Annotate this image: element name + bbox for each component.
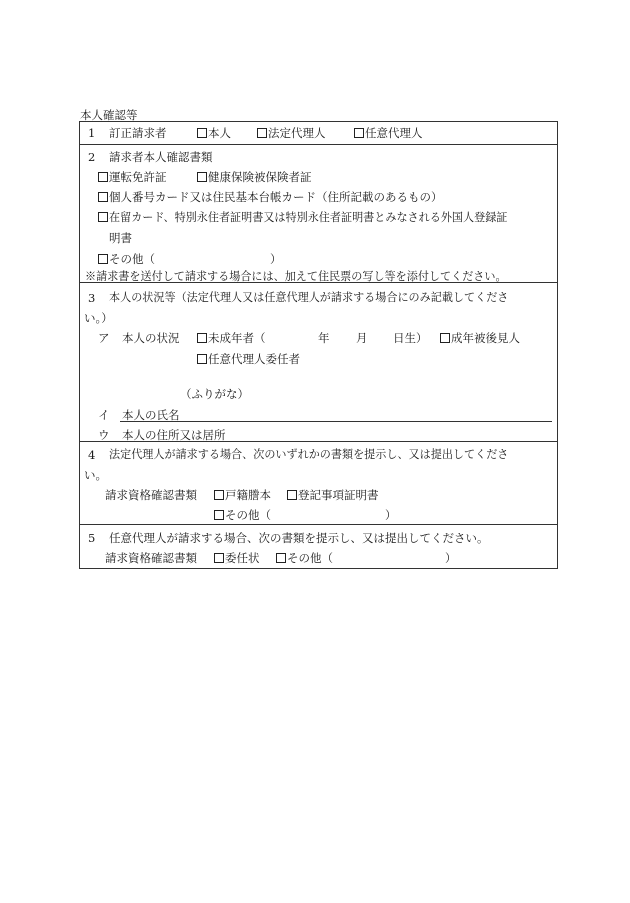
section-number: 1: [88, 126, 96, 140]
option-registration-certificate[interactable]: 登記事項証明書: [287, 488, 379, 502]
checkbox[interactable]: [98, 212, 108, 222]
section-requester: [80, 122, 557, 144]
checkbox[interactable]: [354, 128, 364, 138]
option-other[interactable]: その他（: [214, 508, 271, 522]
section-legal-agent-docs: [80, 441, 557, 524]
section-voluntary-agent-docs: [80, 524, 557, 569]
option-adult-guardian[interactable]: 成年被後見人: [440, 331, 520, 345]
checkbox[interactable]: [440, 333, 450, 343]
checkbox[interactable]: [287, 490, 297, 500]
other-close-paren: ）: [385, 508, 397, 522]
checkbox[interactable]: [98, 254, 108, 264]
option-residence-card[interactable]: 在留カード、特別永住者証明書又は特別永住者証明書とみなされる外国人登録証: [98, 211, 507, 225]
checkbox[interactable]: [214, 510, 224, 520]
option-family-register[interactable]: 戸籍謄本: [214, 488, 271, 502]
voluntary-agent-heading: 任意代理人が請求する場合、次の書類を提示し、又は提出してください。: [109, 531, 489, 545]
option-my-number-card[interactable]: 個人番号カード又は住民基本台帳カード（住所記載のあるもの）: [98, 190, 443, 204]
checkbox[interactable]: [276, 553, 286, 563]
residence-card-continuation: 明書: [109, 231, 132, 245]
other-close-paren: ）: [445, 551, 457, 565]
section-number: 5: [88, 531, 96, 545]
month-label: 月: [356, 331, 368, 345]
section-number: 2: [88, 150, 96, 164]
name-label: 本人の氏名: [122, 408, 180, 422]
option-drivers-license[interactable]: 運転免許証: [98, 170, 167, 184]
option-minor[interactable]: 未成年者（: [197, 331, 266, 345]
checkbox[interactable]: [98, 192, 108, 202]
item-a-marker: ア: [98, 331, 110, 345]
checkbox[interactable]: [197, 333, 207, 343]
mail-note: ※請求書を送付して請求する場合には、加えて住民票の写し等を添付してください。: [85, 270, 507, 283]
furigana-label: （ふりがな）: [180, 387, 249, 401]
checkbox[interactable]: [214, 490, 224, 500]
legal-agent-heading-cont: い。: [84, 468, 107, 482]
checkbox[interactable]: [197, 128, 207, 138]
identity-confirmation-form: [79, 121, 558, 569]
name-field[interactable]: [120, 421, 552, 422]
checkbox[interactable]: [98, 172, 108, 182]
option-voluntary-agent[interactable]: 任意代理人: [354, 126, 423, 140]
checkbox[interactable]: [257, 128, 267, 138]
section-number: 4: [88, 448, 96, 462]
item-i-marker: イ: [98, 408, 110, 422]
checkbox[interactable]: [197, 354, 207, 364]
checkbox[interactable]: [214, 553, 224, 563]
requester-label: 訂正請求者: [109, 126, 167, 140]
option-power-of-attorney[interactable]: 委任状: [214, 551, 260, 565]
section-principal-status: [80, 282, 557, 441]
section-number: 3: [88, 291, 96, 305]
option-other[interactable]: その他（: [98, 252, 155, 266]
qualification-docs-label: 請求資格確認書類: [105, 551, 197, 565]
checkbox[interactable]: [197, 172, 207, 182]
id-documents-label: 請求者本人確認書類: [109, 150, 213, 164]
status-label: 本人の状況: [122, 331, 180, 345]
section-id-documents: [80, 144, 557, 282]
principal-status-heading: 本人の状況等（法定代理人又は任意代理人が請求する場合にのみ記載してくださ: [109, 291, 509, 304]
item-u-marker: ウ: [98, 428, 110, 442]
principal-status-heading-cont: い。）: [84, 311, 113, 325]
option-principal[interactable]: 本人: [197, 126, 231, 140]
legal-agent-heading: 法定代理人が請求する場合、次のいずれかの書類を提示し、又は提出してくださ: [109, 448, 509, 461]
option-delegator[interactable]: 任意代理人委任者: [197, 352, 300, 366]
option-health-insurance[interactable]: 健康保険被保険者証: [197, 170, 312, 184]
option-legal-agent[interactable]: 法定代理人: [257, 126, 326, 140]
address-label: 本人の住所又は居所: [122, 428, 226, 442]
year-label: 年: [318, 331, 330, 345]
other-close-paren: ）: [270, 252, 282, 266]
qualification-docs-label: 請求資格確認書類: [105, 488, 197, 502]
option-other[interactable]: その他（: [276, 551, 333, 565]
birth-day-label: 日生）: [393, 331, 428, 345]
page-title: 本人確認等: [80, 108, 138, 122]
